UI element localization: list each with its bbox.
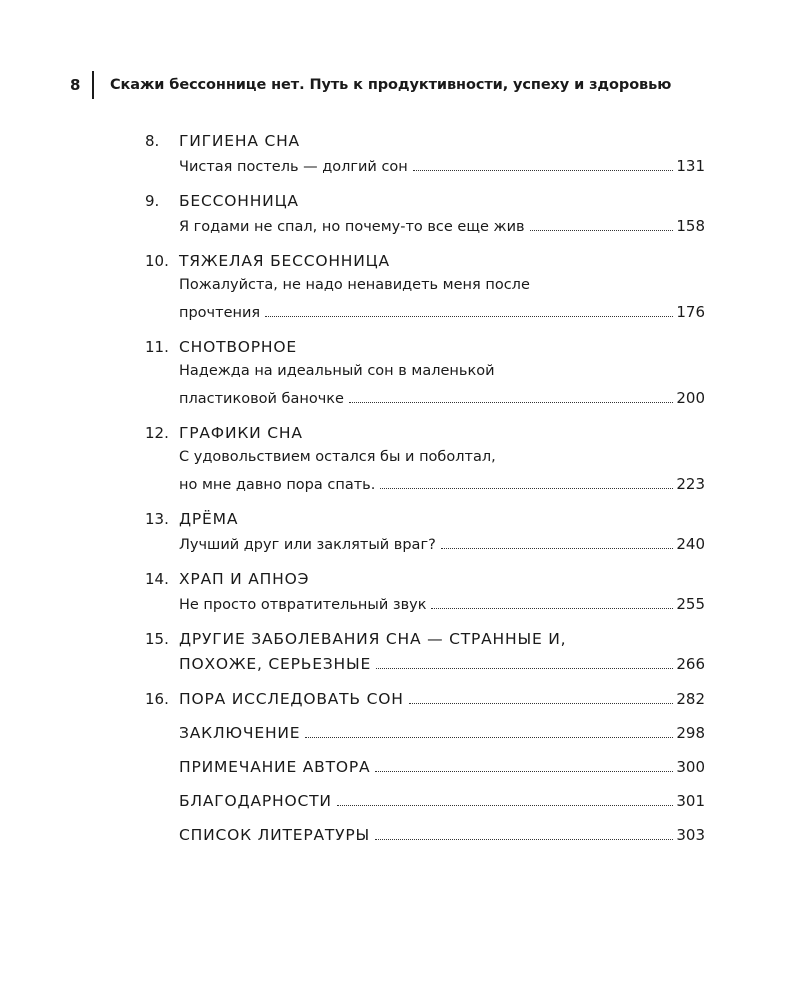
leader-dots (380, 488, 673, 489)
section-title: СПИСОК ЛИТЕРАТУРЫ (179, 826, 371, 844)
chapter-title: ДРЁМА (179, 510, 239, 528)
chapter-subtitle-line: Надежда на идеальный сон в маленькой (179, 363, 495, 379)
chapter-subtitle-line: Пожалуйста, не надо ненавидеть меня после (179, 277, 530, 293)
chapter-number: 15. (145, 630, 169, 648)
toc-entry-14[interactable] (145, 570, 705, 621)
toc-entry-9[interactable] (145, 192, 705, 243)
chapter-title: ХРАП И АПНОЭ (179, 570, 310, 588)
chapter-number: 9. (145, 192, 160, 210)
page-ref: 240 (676, 535, 705, 553)
chapter-title: БЕССОННИЦА (179, 192, 299, 210)
chapter-subtitle: но мне давно пора спать. (179, 477, 376, 493)
chapter-number: 16. (145, 690, 169, 708)
toc-entry-conclusion[interactable] (145, 724, 705, 750)
section-title: БЛАГОДАРНОСТИ (179, 792, 332, 810)
chapter-subtitle: прочтения (179, 305, 261, 321)
page-ref: 223 (676, 475, 705, 493)
chapter-subtitle: Чистая постель — долгий сон (179, 159, 408, 175)
chapter-number: 11. (145, 338, 169, 356)
section-title: ЗАКЛЮЧЕНИЕ (179, 724, 301, 742)
page-ref: 158 (676, 217, 705, 235)
chapter-number: 13. (145, 510, 169, 528)
toc-entry-16[interactable] (145, 690, 705, 716)
page-ref: 282 (676, 690, 705, 708)
toc-entry-10[interactable] (145, 252, 705, 329)
book-title: Скажи бессоннице нет. Путь к продуктивности, успеху и здоровью (110, 77, 672, 93)
chapter-subtitle: пластиковой баночке (179, 391, 344, 407)
chapter-title: ГРАФИКИ СНА (179, 424, 303, 442)
toc-entry-author-note[interactable] (145, 758, 705, 784)
leader-dots (376, 668, 673, 669)
section-title: ПРИМЕЧАНИЕ АВТОРА (179, 758, 371, 776)
chapter-title: СНОТВОРНОЕ (179, 338, 297, 356)
toc-entry-acknowledgements[interactable] (145, 792, 705, 818)
page-ref: 300 (676, 758, 705, 776)
leader-dots (441, 548, 674, 549)
chapter-number: 12. (145, 424, 169, 442)
toc-entry-8[interactable] (145, 132, 705, 183)
chapter-number: 14. (145, 570, 169, 588)
page-ref: 301 (676, 792, 705, 810)
chapter-subtitle: Не просто отвратительный звук (179, 597, 427, 613)
page-ref: 176 (676, 303, 705, 321)
toc-entry-13[interactable] (145, 510, 705, 561)
leader-dots (375, 771, 673, 772)
page-number: 8 (70, 76, 81, 94)
leader-dots (375, 839, 673, 840)
chapter-subtitle: Я годами не спал, но почему-то все еще жив (179, 219, 525, 235)
page-ref: 200 (676, 389, 705, 407)
table-of-contents (145, 132, 705, 860)
chapter-title: ДРУГИЕ ЗАБОЛЕВАНИЯ СНА — СТРАННЫЕ И, (179, 630, 567, 648)
page-ref: 131 (676, 157, 705, 175)
leader-dots (337, 805, 674, 806)
page-ref: 298 (676, 724, 705, 742)
chapter-title-continued: ПОХОЖЕ, СЕРЬЕЗНЫЕ (179, 655, 372, 673)
chapter-title: ПОРА ИССЛЕДОВАТЬ СОН (179, 690, 404, 708)
header-divider (92, 71, 94, 99)
leader-dots (530, 230, 674, 231)
leader-dots (413, 170, 674, 171)
leader-dots (409, 703, 674, 704)
page-ref: 303 (676, 826, 705, 844)
chapter-title: ГИГИЕНА СНА (179, 132, 300, 150)
toc-entry-bibliography[interactable] (145, 826, 705, 852)
leader-dots (431, 608, 673, 609)
toc-entry-12[interactable] (145, 424, 705, 501)
chapter-number: 10. (145, 252, 169, 270)
chapter-subtitle: Лучший друг или заклятый враг? (179, 537, 436, 553)
chapter-title: ТЯЖЕЛАЯ БЕССОННИЦА (179, 252, 390, 270)
chapter-number: 8. (145, 132, 160, 150)
running-header (70, 70, 671, 100)
leader-dots (349, 402, 673, 403)
page-ref: 255 (676, 595, 705, 613)
toc-entry-11[interactable] (145, 338, 705, 415)
leader-dots (265, 316, 673, 317)
leader-dots (305, 737, 673, 738)
page-ref: 266 (676, 655, 705, 673)
toc-entry-15[interactable] (145, 630, 705, 681)
chapter-subtitle-line: С удовольствием остался бы и поболтал, (179, 449, 496, 465)
